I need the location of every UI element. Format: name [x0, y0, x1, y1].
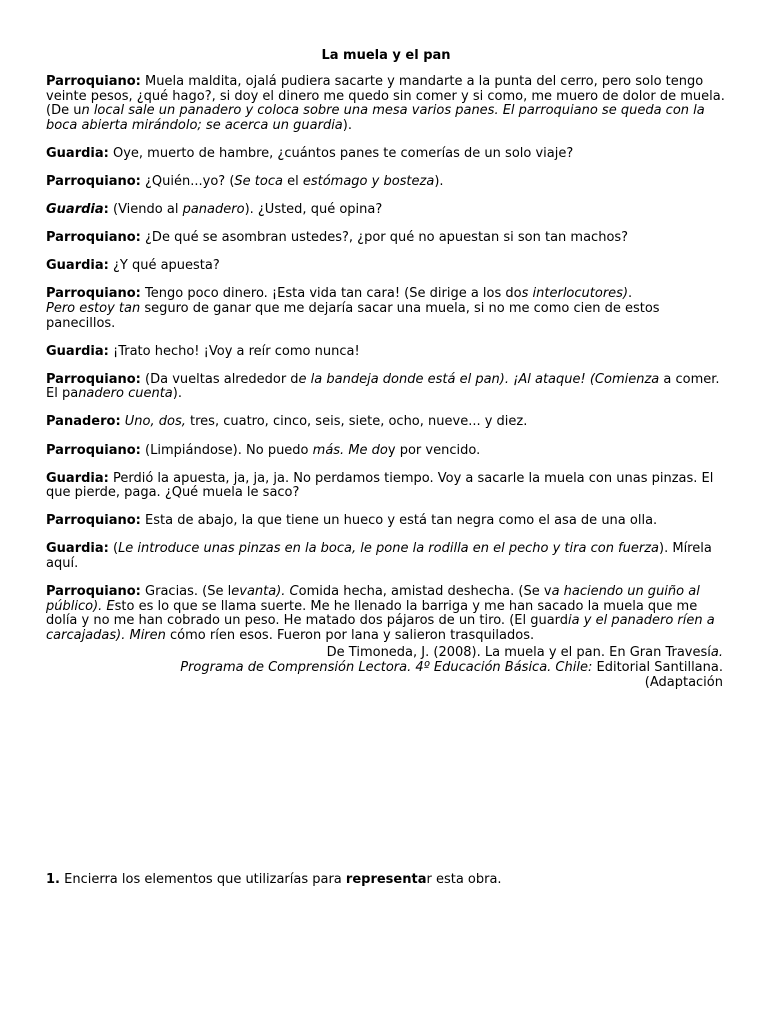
speaker-parroquiano: Parroquiano:	[46, 173, 141, 189]
dialogue-text: ¿Y qué apuesta?	[112, 258, 220, 274]
stage-direction-open: (De u	[46, 103, 82, 119]
reference-line: De Timoneda, J. (2008). La muela y el pan. En Gran Travesí	[326, 645, 711, 661]
dialogue-text: (Viendo al	[108, 202, 183, 218]
speaker-parroquiano: Parroquiano:	[46, 442, 141, 458]
reference-line: Edi	[592, 660, 617, 676]
dialogue-text: (Limpiándose). No puedo	[145, 442, 313, 458]
dialogue-1	[46, 75, 726, 133]
question-number: 1.	[46, 872, 60, 887]
dialogue-text: ). Mírela aquí.	[46, 541, 712, 571]
speaker-parroquiano: Parroquiano:	[46, 371, 141, 387]
reference-line: torial Santillana.	[616, 660, 723, 676]
dialogue-13	[46, 514, 726, 529]
dialogue-11	[46, 444, 726, 459]
dialogue-text: .	[628, 286, 633, 302]
dialogue-15	[46, 585, 726, 643]
question-text: Encierra los elementos que utilizarías para	[59, 872, 346, 887]
reference-italic: a.	[710, 645, 723, 661]
dialogue-9	[46, 373, 726, 402]
dialogue-text: Esta de abajo, la que tiene un hueco y está tan negra como el asa de una olla.	[145, 513, 658, 529]
stage-direction: e la bandeja donde está el pan). ¡Al ataque! (Comienza	[298, 371, 660, 387]
stage-direction: a haciendo un guiño al público). E	[46, 584, 700, 614]
speaker-parroquiano: Parroquiano:	[46, 584, 141, 600]
bibliographic-reference	[46, 646, 723, 690]
stage-direction: Se toca	[234, 173, 283, 189]
stage-direction: n local sale un panadero y coloca sobre una mesa varios panes. El parroquiano se queda con la boca abierta mirándolo; se acerca un guardia	[46, 103, 705, 133]
stage-direction: Pero estoy tan	[46, 300, 141, 316]
speaker-guardia: Guardia:	[46, 145, 109, 161]
dialogue-text: ¡Trato hecho! ¡Voy a reír como nunca!	[112, 343, 360, 359]
speaker-guardia: Guardia:	[46, 470, 109, 486]
stage-direction: Uno, dos,	[124, 414, 186, 430]
reference-line: (Adaptación	[644, 674, 723, 690]
dialogue-text: (Da vueltas alrededor d	[145, 371, 299, 387]
dialogue-8	[46, 345, 726, 360]
speaker-parroquiano: Parroquiano:	[46, 513, 141, 529]
dialogue-10	[46, 415, 726, 430]
speaker-parroquiano: Parroquiano:	[46, 230, 141, 246]
reference-italic: Programa de Comprensión Lectora. 4º Educación Básica. Chile:	[180, 660, 593, 676]
dialogue-text: seguro de ganar que me dejaría sacar una muela, si no me como cien de estos panecillos.	[46, 300, 660, 331]
stage-direction: s interlocutores)	[521, 286, 629, 302]
dialogue-text: ).	[172, 386, 182, 402]
dialogue-text: cómo ríen esos. Fueron por lana y salieron trasquilados.	[165, 627, 535, 643]
dialogue-text: y por vencido.	[387, 442, 481, 458]
dialogue-text: sto es lo que se llama suerte. Me he llenado la barriga y me han sacado la muela que me dolía y no me han cobrado un peso. He matado dos pájaros de un tiro. (El guard	[46, 598, 698, 629]
stage-direction: panadero	[182, 202, 245, 218]
dialogue-text: el	[282, 173, 303, 189]
stage-direction: estómago y bosteza	[302, 173, 435, 189]
speaker-panadero: Panadero:	[46, 414, 121, 430]
speaker-colon: :	[103, 202, 109, 218]
question-1	[46, 873, 726, 888]
dialogue-5	[46, 231, 726, 246]
dialogue-7	[46, 287, 726, 331]
dialogue-text: omida hecha, amistad deshecha. (Se v	[298, 584, 552, 600]
dialogue-text: a comer. El pa	[46, 371, 720, 402]
speaker-guardia: Guardia:	[46, 541, 109, 557]
dialogue-4	[46, 203, 726, 218]
stage-direction: más. Me do	[312, 442, 388, 458]
question-keyword: representa	[345, 872, 427, 887]
dialogue-text: tres, cuatro, cinco, seis, siete, ocho, nueve... y diez.	[185, 414, 528, 430]
dialogue-text: Tengo poco dinero. ¡Esta vida tan cara! (Se dirige a los do	[145, 286, 522, 302]
question-text: r esta obra.	[426, 872, 502, 887]
dialogue-text: ¿Quién...yo? (	[145, 173, 235, 189]
dialogue-text: ).	[434, 173, 444, 189]
stage-direction-close: ).	[342, 117, 352, 133]
document-title: La muela y el pan	[321, 48, 451, 63]
document-body	[46, 48, 726, 690]
dialogue-text: ). ¿Usted, qué opina?	[244, 202, 383, 218]
speaker-guardia: Guardia:	[46, 258, 109, 274]
dialogue-14	[46, 542, 726, 571]
dialogue-text: ¿De qué se asombran ustedes?, ¿por qué no apuestan si son tan machos?	[145, 230, 629, 246]
speaker-guardia-italic: Guardia	[46, 202, 104, 218]
dialogue-text: Perdió la apuesta, ja, ja, ja. No perdamos tiempo. Voy a sacarle la muela con unas pinzas. El que pierde, paga. ¿Qué muela le saco?	[46, 470, 714, 501]
stage-direction: Le introduce unas pinzas en la boca, le pone la rodilla en el pecho y tira con fuerza	[118, 541, 660, 557]
dialogue-2	[46, 147, 726, 162]
speaker-parroquiano: Parroquiano:	[46, 74, 141, 89]
stage-direction: evanta). C	[231, 584, 299, 600]
speaker-parroquiano: Parroquiano:	[46, 286, 141, 302]
speaker-guardia: Guardia:	[46, 343, 109, 359]
dialogue-text: (	[112, 541, 119, 557]
stage-direction: nadero cuenta	[78, 386, 173, 402]
stage-direction: ia y el panadero ríen a carcajadas). Miren	[46, 613, 715, 643]
dialogue-text: Muela maldita, ojalá pudiera sacarte y mandarte a la punta del cerro, pero solo tengo veinte pesos, ¿qué hago?, si doy el dinero me quedo sin comer y si como, me muero de dolor de muela.	[46, 74, 725, 104]
dialogue-12	[46, 472, 726, 501]
dialogue-text: Gracias. (Se l	[145, 584, 232, 600]
dialogue-text: Oye, muerto de hambre, ¿cuántos panes te comerías de un solo viaje?	[112, 145, 574, 161]
dialogue-6	[46, 259, 726, 274]
dialogue-3	[46, 175, 726, 190]
